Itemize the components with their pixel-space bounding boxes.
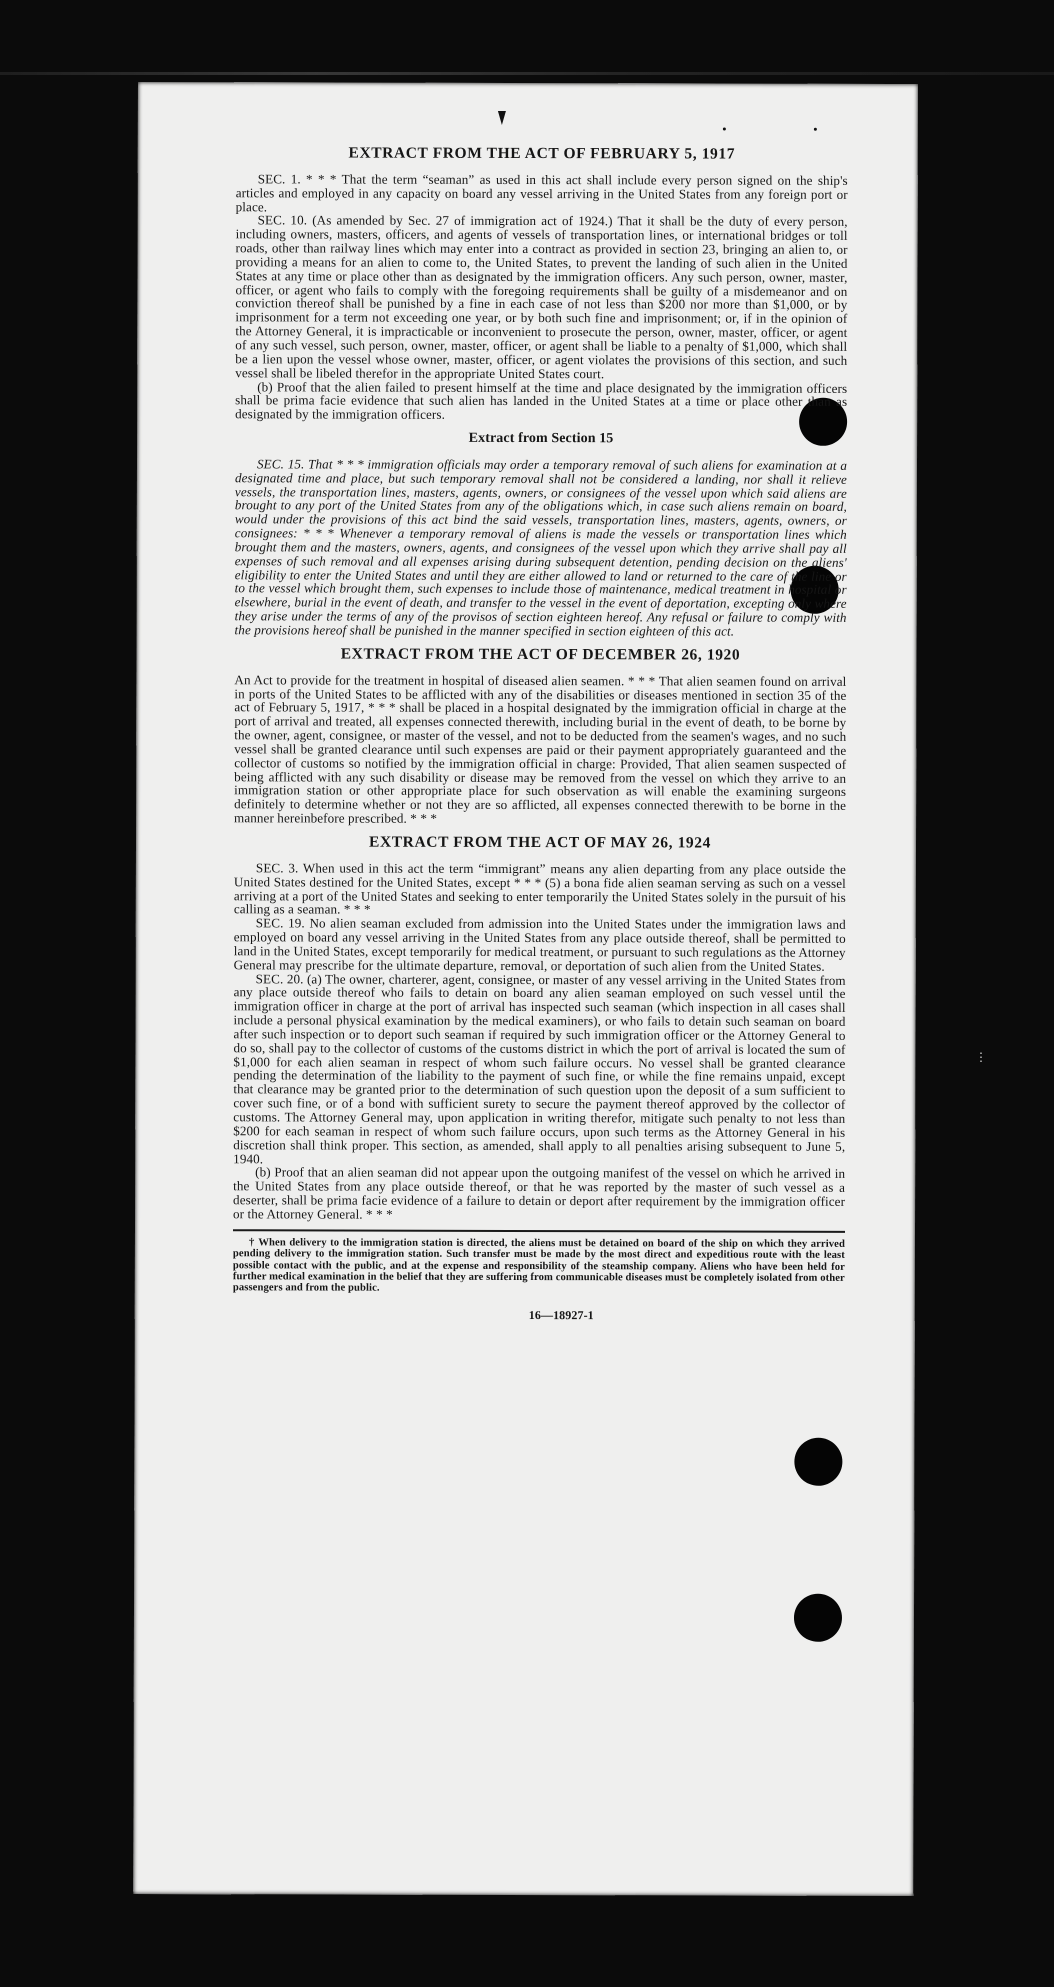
heading-act-1920: EXTRACT FROM THE ACT OF DECEMBER 26, 1920: [340, 645, 741, 664]
paragraph-sec-19: SEC. 19. No alien seaman excluded from admission into the United States under the immigration laws and employed on board any vessel arriving in the United States from any place outside thereof, shall be permitted to land in the United States, except temporarily for medical treatment, or pursuant to such regulations as the Attorney General may prescribe for the ultimate departure, removal, or deportation of such alien from the United States.: [233, 915, 846, 974]
divider: [233, 1229, 845, 1233]
scan-edge-line: [0, 72, 1054, 75]
heading-act-1924: EXTRACT FROM THE ACT OF MAY 26, 1924: [369, 833, 712, 852]
paragraph-sec-10: SEC. 10. (As amended by Sec. 27 of immigration act of 1924.) That it shall be the duty of every person, including owners, masters, officers, and agents of vessels of transportation lines, or international bridges or toll roads, other than railway lines which may enter into a contract as provided in section 23, bringing an alien to, or providing a means for an alien to come to, the United States, to prevent the landing of such alien in the United States at any time or place other than as designated by the immigration officers. Any such person, owner, master, officer, or agent who fails to comply with the foregoing requirements shall be guilty of a misdemeanor and on conviction thereof shall be punished by a fine in each case of not less than $200 nor more than $1,000, or by imprisonment for a term not exceeding one year, or by both such fine and imprisonment; or, if in the opinion of the Attorney General, it is impracticable or inconvenient to prosecute the person, owner, master, officer, or agent of any such vessel, such person, owner, master, officer, or agent shall be liable to a penalty of $1,000, which shall be a lien upon the vessel whose owner, master, officer, or agent violates the provisions of this section, and such vessel shall be libeled therefor in the appropriate United States court.: [235, 212, 848, 381]
footnote: † When delivery to the immigration station is directed, the aliens must be detained on board of the ship on which they arrived pending delivery to the immigration station. Such transfer must be made by the most direct and expeditious route with the least possible contact with the public, and at the expense and responsibility of the steamship company. Aliens who have been held for further medical examination in the belief that they are suffering from communicable diseases must be completely isolated from other passengers and from the public.: [232, 1237, 845, 1295]
paragraph-sec-20-a: SEC. 20. (a) The owner, charterer, agent, consignee, or master of any vessel arriving in the United States from any place outside thereof who fails to detain on board any alien seaman employed on such vessel until the immigration officer in charge at the port of arrival has inspected such seaman (which inspection in all cases shall include a personal physical examination by the medical examiners), or who fails to detain such seaman on board after such inspection or to deport such seaman if required by such immigration officer or the Attorney General to do so, shall pay to the collector of customs of the customs district in which the port of arrival is located the sum of $1,000 for each alien seaman in respect of whom such failure occurs. No vessel shall be granted clearance pending the determination of the liability to the payment of such fine, or while the fine remains unpaid, except that clearance may be granted prior to the determination of such question upon the deposit of a sum sufficient to cover such fine, or of a bond with sufficient surety to secure the payment thereof approved by the collector of customs. The Attorney General may, upon application in writing therefor, mitigate such penalty to not less than $200 for each seaman in respect of whom such failure occurs, upon such terms as the Attorney General in his discretion shall think proper. This section, as amended, shall apply to all penalties arising subsequent to June 5, 1940.: [233, 970, 846, 1166]
heading-section-15: Extract from Section 15: [468, 430, 614, 447]
margin-mark: ⋮: [975, 1050, 987, 1064]
document-page: [133, 82, 918, 1896]
form-number: 16—18927-1: [528, 1307, 594, 1322]
paragraph-sec-10-b: (b) Proof that the alien failed to present himself at the time and place designated by the immigration officers shall be prima facie evidence that such alien has landed in the United States at a time or place other than as designated by the immigration officers.: [235, 378, 848, 422]
paragraph-sec-20-b: (b) Proof that an alien seaman did not appear upon the outgoing manifest of the vessel on which he arrived in the United States from any place outside thereof, or that he was reported by the master of such vessel as a deserter, shall be prima facie evidence of a failure to detain or deport after requirement by the immigration officer or the Attorney General. * * *: [233, 1164, 846, 1222]
paragraph-act-1920: An Act to provide for the treatment in hospital of diseased alien seamen. * * * That alien seamen found on arrival in ports of the United States to be afflicted with any of the disabilities or diseases mentioned in section 35 of the act of February 5, 1917, * * * shall be placed in a hospital designated by the immigration official in charge at the port of arrival and treated, all expenses connected therewith, including burial in the event of death, to be borne by the owner, agent, consignee, or master of the vessel, and not to be deducted from the seamen's wages, and no such vessel shall be granted clearance until such expenses are paid or their payment appropriately guaranteed and the collector of customs so notified by the immigration official in charge: Provided, That alien seamen suspected of being afflicted with any such disability or disease may be removed from the vessel on which they arrive to an immigration station or other appropriate place for such observation as will enable the examining surgeons definitely to determine whether or not they are so afflicted, all expenses connected therewith to be borne in the manner hereinbefore prescribed. * * *: [234, 671, 847, 826]
paragraph-sec-3: SEC. 3. When used in this act the term “immigrant” means any alien departing from any place outside the United States destined for the United States, except * * * (5) a bona fide alien seaman serving as such on a vessel arriving at a port of the United States and seeking to enter temporarily the United States solely in the pursuit of his calling as a seaman. * * *: [233, 860, 846, 917]
top-mark: [498, 111, 506, 125]
speck: [723, 128, 726, 131]
paragraph-sec-15: SEC. 15. That * * * immigration officials may order a temporary removal of such aliens for examination at a designated time and place, but such temporary removal shall not be considered a landing, nor shall it relieve vessels, the transportation lines, masters, agents, owners, or consignees of the vessel upon which said aliens are brought to any port of the United States from any of the obligations which, in case such aliens remain on board, would under the provisions of this act bind the said vessels, transportation lines, masters, agents, owners, or consignees: * * * Whenever a temporary removal of aliens is made the vessels or transportation lines which brought them and the masters, owners, agents, and consignees of the vessel upon which they arrive shall pay all expenses of such removal and all expenses arising during subsequent detention, pending decision on the aliens' eligibility to enter the United States and until they are either allowed to land or returned to the care of the line or to the vessel which brought them, such expenses to include those of maintenance, medical treatment in hospital or elsewhere, burial in the event of death, and transfer to the vessel in the event of deportation, excepting only where they arise under the terms of any of the provisos of section eighteen hereof. Any refusal or failure to comply with the provisions hereof shall be punished in the manner specified in section eighteen of this act.: [234, 456, 848, 639]
punch-hole: [794, 1594, 842, 1642]
heading-act-1917: EXTRACT FROM THE ACT OF FEBRUARY 5, 1917: [348, 144, 736, 163]
punch-hole: [794, 1438, 842, 1486]
document-content: [233, 146, 848, 1323]
paragraph-sec-1: SEC. 1. * * * That the term “seaman” as used in this act shall include every person signed on the ship's articles and employed in any capacity on board any vessel arriving in the United States from any foreign port or place.: [235, 171, 848, 214]
speck: [814, 128, 817, 131]
